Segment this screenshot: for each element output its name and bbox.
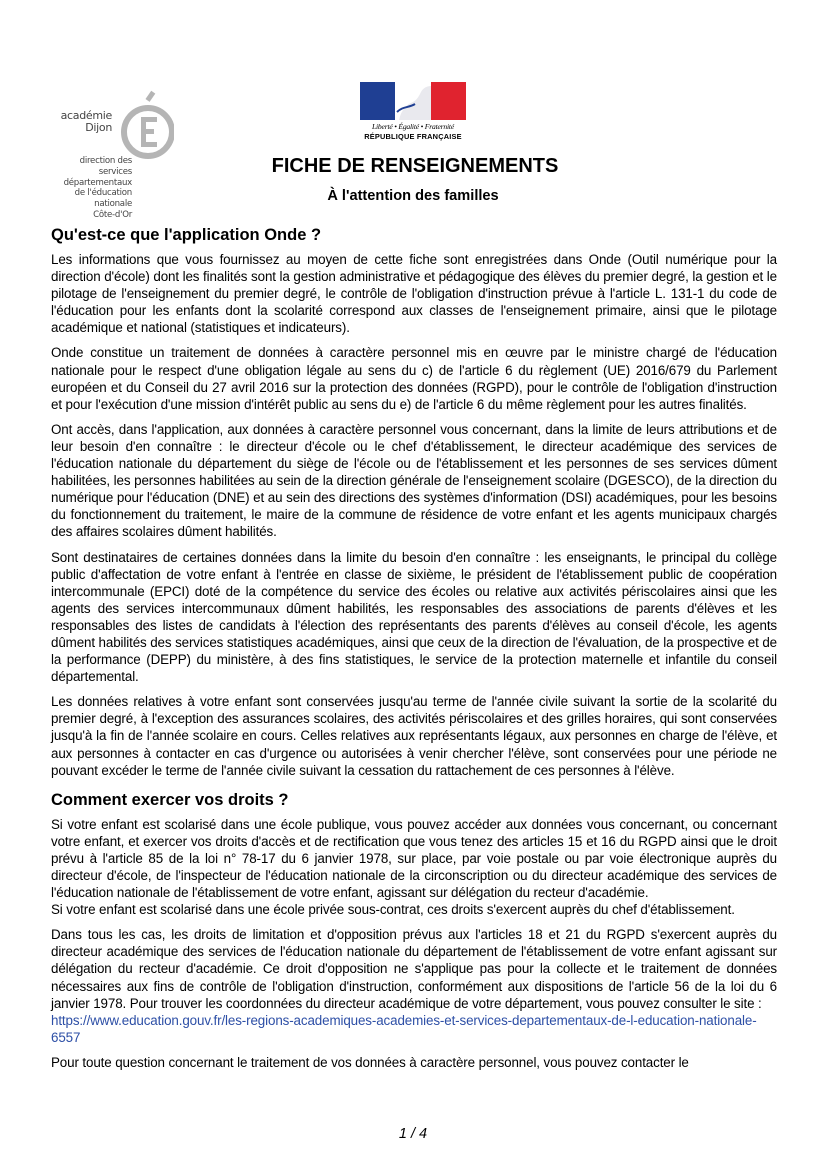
paragraph: Ont accès, dans l'application, aux données à caractère personnel vous concernant, dans la limite de leurs attributions et de leur besoin d'en connaître : le directeur d'école ou le chef d'établissement, le directeur académique des services de l'éducation nationale du département du siège de l'école ou de l'établissement et les personnes de ses services dûment habilitées, les personnes habilitées au sein de la direction générale de l'enseignement scolaire (DGESCO), de la direction du numérique pour l'éducation (DNE) et au sein des directions des systèmes d'information (DSI) académiques, pour les besoins du fonctionnement du traitement, le maire de la commune de résidence de votre enfant et les agents municipaux chargés des affaires scolaires dûment habilités. (51, 421, 777, 540)
page-title: FICHE DE RENSEIGNEMENTS (271, 155, 559, 177)
paragraph: Les données relatives à votre enfant sont conservées jusqu'au terme de l'année civile suivant la sortie de la scolarité du premier degré, à l'exception des assurances scolaires, des activités périscolaires et des grilles horaires, qui sont conservées jusqu'à la fin de l'année scolaire en cours. Celles relatives aux représentants légaux, aux personnes en charge de l'élève, et aux personnes à contacter en cas d'urgence ou autorisées à venir chercher l'élève, sont conservées pour une période ne pouvant excéder le terme de l'année civile suivant la cessation du rattachement de ces personnes à l'élève. (51, 694, 777, 778)
page-number: 1 / 4 (398, 1126, 428, 1142)
dsden-line: direction des services (79, 156, 132, 177)
section-heading-onde: Qu'est-ce que l'application Onde ? (51, 226, 322, 244)
paragraph: Dans tous les cas, les droits de limitation et d'opposition prévus aux l'articles 18 et 21 du RGPD s'exercent auprès du directeur académique des services de l'éducation nationale du département de l'établissement de votre enfant agissant sur délégation du recteur d'académie. Ce droit d'opposition ne s'applique pas pour la collecte et le traitement de données nécessaires aux fins de contrôle de l'obligation d'instruction, conformément aux dispositions de l'article 56 de la loi du 6 janvier 1978. Pour trouver les coordonnées du directeur académique de votre département, vous pouvez consulter le site : (51, 927, 777, 1011)
academie-city: Dijon (85, 120, 112, 134)
rf-motto: Liberté • Égalité • Fraternité (372, 122, 454, 131)
document-body (51, 226, 777, 1079)
paragraph: Si votre enfant est scolarisé dans une école privée sous-contrat, ces droits s'exercent auprès du chef d'établissement. (51, 902, 735, 918)
dsden-line: départementaux (63, 177, 132, 188)
marianne-flag-icon (360, 82, 466, 120)
republique-francaise-logo (360, 82, 466, 141)
paragraph: Onde constitue un traitement de données à caractère personnel mis en œuvre par le ministre chargé de l'éducation nationale pour le respect d'une obligation légale au sens du c) de l'article 6 du règlement (UE) 2016/679 du Parlement européen et du Conseil du 27 avril 2016 sur la protection des données (RGPD), pour le contrôle de l'obligation d'instruction et pour l'exécution d'une mission d'intérêt public au sens du e) de l'article 6 du même règlement pour les autres finalités. (51, 345, 777, 412)
dsden-line: de l'éducation nationale (74, 188, 132, 210)
academie-name (61, 110, 112, 133)
paragraph: Pour toute question concernant le traitement de vos données à caractère personnel, vous pouvez contacter le (51, 1054, 689, 1070)
marianne-profile-icon (395, 82, 431, 120)
academie-e-icon (114, 86, 174, 166)
academie-line: académie (60, 109, 112, 122)
paragraph: Si votre enfant est scolarisé dans une école publique, vous pouvez accéder aux données vous concernant, ou concernant votre enfant, et exercer vos droits d'accès et de rectification que vous tenez des articles 15 et 16 du RGPD ainsi que le droit prévu à l'article 85 de la loi n° 78-17 du 6 janvier 1978, sur place, par voie postale ou par voie électronique auprès du directeur d'école, de l'inspecteur de l'éducation nationale de la circonscription ou du directeur académique des services de l'éducation nationale de l'établissement de votre enfant, agissant sur délégation du recteur d'académie. (51, 816, 777, 901)
paragraph: Les informations que vous fournissez au moyen de cette fiche sont enregistrées dans Onde (Outil numérique pour la direction d'école) dont les finalités sont la gestion administrative et pédagogique des élèves du premier degré, la gestion et le pilotage de l'enseignement du premier degré, le contrôle de l'obligation d'instruction prévue à l'article L. 131-1 du code de l'éducation pour les enfants dont la scolarité correspond aux classes de l'enseignement primaire, ainsi que le pilotage académique et national (statistiques et indicateurs). (51, 252, 777, 336)
paragraph: Sont destinataires de certaines données dans la limite du besoin d'en connaître : les enseignants, le principal du collège public d'affectation de votre enfant à l'entrée en classe de sixième, le président de l'établissement public de coopération intercommunale (EPCI) doté de la compétence du service des écoles ou relative aux activités périscolaires ainsi que les agents des services intercommunaux dûment habilités, les responsables des associations de parents d'élèves et les responsables des listes de candidats à l'élection des représentants des parents d'élèves au conseil d'école, les agents dûment habilités des services statistiques académiques, ainsi que ceux de la direction de l'évaluation, de la prospective et de la performance (DEPP) du ministère, à des fins statistiques, le service de la protection maternelle et infantile du conseil départemental. (51, 549, 777, 685)
dsden-line: Côte-d'Or (93, 209, 132, 220)
section-heading-droits: Comment exercer vos droits ? (51, 790, 289, 809)
page-subtitle: À l'attention des familles (327, 188, 499, 204)
education-gouv-link[interactable]: https://www.education.gouv.fr/les-regions-academiques-academies-et-services-departementaux-de-l-education-nationale-6557 (51, 1012, 757, 1045)
rf-name: RÉPUBLIQUE FRANÇAISE (364, 132, 462, 141)
